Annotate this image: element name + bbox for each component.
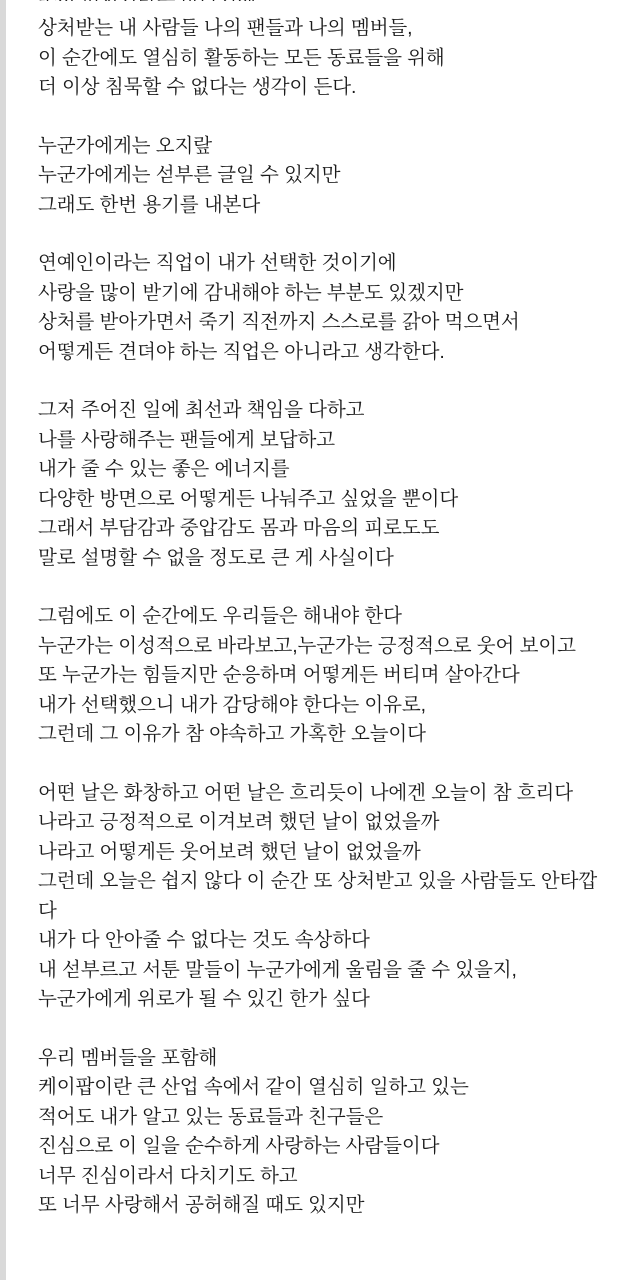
paragraph-2-line-1: 누군가에게는 오지랖: [38, 134, 212, 157]
paragraph-4-line-6: 말로 설명할 수 없을 정도로 큰 게 사실이다: [38, 546, 394, 569]
paragraph-7-line-4: 진심으로 이 일을 순수하게 사랑하는 사람들이다: [38, 1135, 440, 1157]
paragraph-1-line-1: 상처받는 내 사람들 나의 팬들과 나의 멤버들,: [38, 17, 413, 39]
paragraph-6-line-7: 누군가에게 위로가 될 수 있긴 한가 싶다: [38, 988, 370, 1010]
paragraph-gap: [38, 573, 606, 602]
paragraph-4-line-2: 나를 사랑해주는 팬들에게 보답하고: [38, 428, 336, 451]
paragraph-3-line-1: 연예인이라는 직업이 내가 선택한 것이기에: [38, 252, 397, 274]
paragraph-7-line-2: 케이팝이란 큰 산업 속에서 같이 열심히 일하고 있는: [38, 1076, 469, 1098]
paragraph-6-line-1: 어떤 날은 화창하고 어떤 날은 흐리듯이 나에겐 오늘이 참 흐리다: [38, 781, 574, 804]
paragraph-2-line-3: 그래도 한번 용기를 내본다: [38, 193, 261, 216]
paragraph-1-line-3: 더 이상 침묵할 수 없다는 생각이 든다.: [38, 76, 357, 98]
paragraph-4-line-5: 그래서 부담감과 중압감도 몸과 마음의 피로도도: [38, 517, 440, 539]
paragraph-7-line-3: 적어도 내가 알고 있는 동료들과 친구들은: [38, 1105, 384, 1128]
paragraph-5-line-4: 내가 선택했으니 내가 감당해야 한다는 이유로,: [38, 693, 426, 716]
paragraph-6-line-2: 나라고 긍정적으로 이겨보려 했던 날이 없었을까: [38, 811, 440, 833]
clipped-top-line: [38, 0, 606, 1]
paragraph-gap: [38, 750, 606, 779]
paragraph-7-line-5: 너무 진심이라서 다치기도 하고: [38, 1164, 298, 1187]
paragraph-4-line-1: 그저 주어진 일에 최선과 책임을 다하고: [38, 399, 365, 421]
paragraph-1-line-2: 이 순간에도 열심히 활동하는 모든 동료들을 위해: [38, 46, 445, 69]
paragraph-5-line-3: 또 누군가는 힘들지만 순응하며 어떻게든 버티며 살아간다: [38, 664, 520, 686]
paragraph-5-line-2: 누군가는 이성적으로 바라보고,누군가는 긍정적으로 웃어 보이고: [38, 634, 576, 657]
paragraph-6-line-5: 내가 다 안아줄 수 없다는 것도 속상하다: [38, 929, 370, 951]
paragraph-gap: [38, 103, 606, 132]
paragraph-gap: [38, 367, 606, 396]
paragraph-2-line-2: 누군가에게는 섣부른 글일 수 있지만: [38, 164, 341, 186]
paragraph-7-line-1: 우리 멤버들을 포함해: [38, 1046, 218, 1069]
paragraph-4-line-3: 내가 줄 수 있는 좋은 에너지를: [38, 458, 290, 480]
left-edge-rail: [0, 0, 6, 1280]
paragraph-5-line-5: 그런데 그 이유가 참 야속하고 가혹한 오늘이다: [38, 723, 426, 745]
paragraph-6-line-3: 나라고 어떻게든 웃어보려 했던 날이 없었을까: [38, 840, 421, 863]
paragraph-gap: [38, 220, 606, 249]
paragraph-4-line-4: 다양한 방면으로 어떻게든 나눠주고 싶었을 뿐이다: [38, 487, 459, 510]
paragraph-3-line-3: 상처를 받아가면서 죽기 직전까지 스스로를 갉아 먹으면서: [38, 311, 520, 333]
paragraph-gap: [38, 1015, 606, 1044]
paragraph-7-line-6: 또 너무 사랑해서 공허해질 때도 있지만: [38, 1194, 365, 1216]
paragraph-5-line-1: 그럼에도 이 순간에도 우리들은 해내야 한다: [38, 605, 402, 627]
paragraph-6-line-4: 그런데 오늘은 쉽지 않다 이 순간 또 상처받고 있을 사람들도 안타깝다: [38, 870, 598, 922]
paragraph-3-line-2: 사랑을 많이 받기에 감내해야 하는 부분도 있겠지만: [38, 281, 464, 304]
paragraph-6-line-6: 내 섣부르고 서툰 말들이 누군가에게 울림을 줄 수 있을지,: [38, 958, 517, 981]
paragraph-3-line-4: 어떻게든 견뎌야 하는 직업은 아니라고 생각한다.: [38, 340, 445, 363]
